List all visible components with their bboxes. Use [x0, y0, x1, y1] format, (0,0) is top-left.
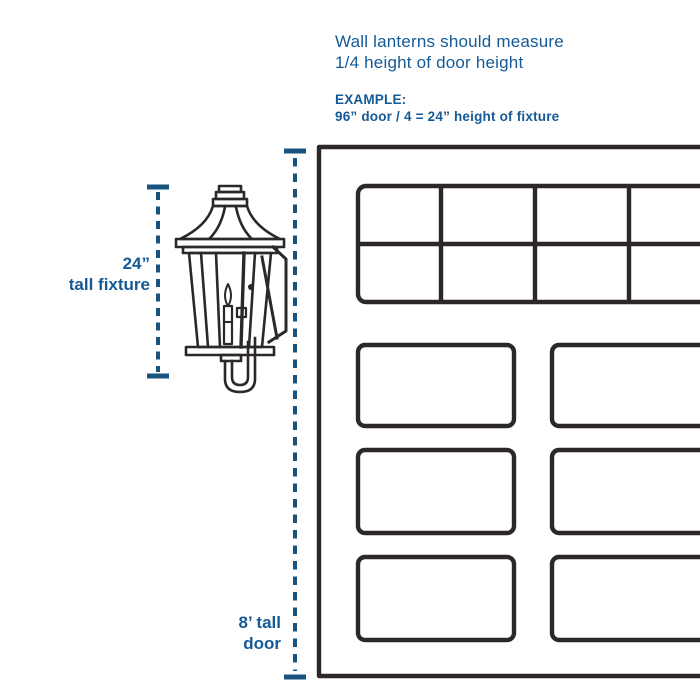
lantern-scroll-arm: [186, 338, 274, 392]
candle-flame-icon: [225, 284, 231, 306]
heading-line-2: 1/4 height of door height: [335, 53, 524, 72]
door-window-grid: [358, 186, 700, 302]
lantern-chimney: [213, 186, 247, 206]
door-frame: [319, 147, 700, 676]
door-panel: [358, 557, 514, 640]
door-height-caption: door: [243, 634, 281, 653]
example-label: EXAMPLE:: [335, 92, 407, 107]
example-note: [335, 91, 559, 125]
lantern-rim: [176, 239, 284, 253]
lantern-knob: [248, 284, 254, 290]
lantern-illustration: [176, 186, 286, 392]
door-panels: [358, 345, 700, 640]
door-panel: [552, 450, 700, 533]
door-height-value: 8’ tall: [238, 613, 281, 632]
door-panel: [552, 557, 700, 640]
door-panel: [358, 450, 514, 533]
door-panel: [552, 345, 700, 426]
fixture-height-caption: tall fixture: [68, 275, 150, 294]
fixture-height-label: [30, 253, 150, 295]
door-measure-line: [284, 151, 306, 677]
door-illustration: [319, 147, 700, 676]
heading: [335, 31, 564, 73]
fixture-height-value: 24”: [122, 254, 150, 273]
lantern-roof: [180, 206, 280, 239]
heading-line-1: Wall lanterns should measure: [335, 32, 564, 51]
door-panel: [358, 345, 514, 426]
door-height-label: [160, 612, 281, 654]
fixture-measure-line: [147, 187, 169, 376]
lantern-candle: [224, 284, 232, 344]
example-formula: 96” door / 4 = 24” height of fixture: [335, 109, 560, 124]
